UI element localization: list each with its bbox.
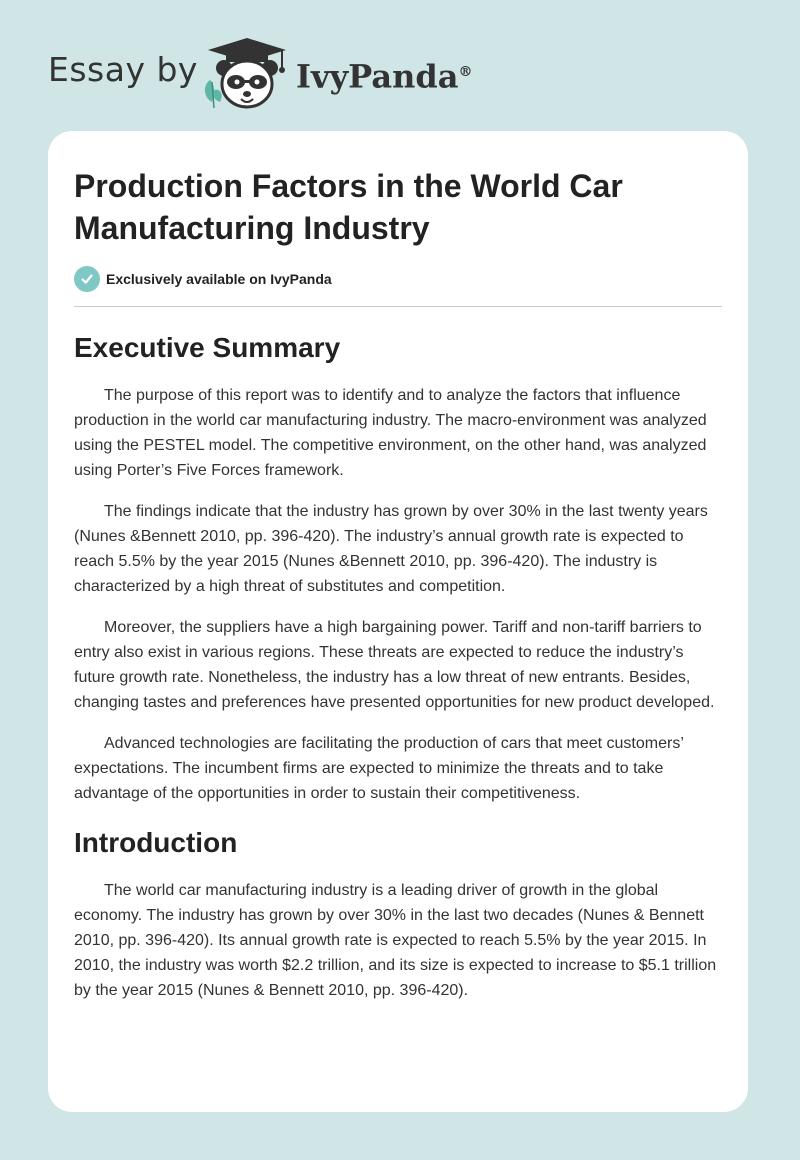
page-title: Production Factors in the World Car Manufacturing Industry — [74, 168, 623, 246]
brand-prefix: Essay by — [48, 50, 198, 89]
paragraph: The purpose of this report was to identify and to analyze the factors that influence production in the world car manufacturing industry. The macro-environment was analyzed using the PESTEL model. The competitive environment, on the other hand, was analyzed using Porter’s Five Forces framework. — [74, 387, 707, 479]
paragraph: The findings indicate that the industry has grown by over 30% in the last twenty years (Nunes &Bennett 2010, pp. 396-420). The industry’s annual growth rate is expected to reach 5.5% by the year 2015 (Nunes &Bennett 2010, pp. 396-420). The industry is characterized by a high threat of substitutes and competition. — [74, 503, 708, 595]
registered-mark: ® — [458, 64, 473, 80]
site-header — [0, 0, 800, 120]
paragraph: The world car manufacturing industry is a leading driver of growth in the global economy. The industry has grown by over 30% in the last two decades (Nunes & Bennett 2010, pp. 396-420). Its annual growth rate is expected to reach 5.5% by the year 2015. In 2010, the industry was worth $2.2 trillion, and its size is expected to increase to $5.1 trillion by the year 2015 (Nunes & Bennett 2010, pp. 396-420). — [74, 882, 717, 999]
section-heading: Introduction — [74, 827, 238, 858]
brand-name[interactable] — [296, 52, 472, 97]
exclusive-label: Exclusively available on IvyPanda — [106, 271, 332, 287]
paragraph: Moreover, the suppliers have a high bargaining power. Tariff and non-tariff barriers to entry also exist in various regions. These threats are expected to reduce the industry’s future growth rate. Nonetheless, the industry has a low threat of new entrants. Besides, changing tastes and preferences have presented opportunities for new product developed. — [74, 619, 715, 711]
section-introduction — [74, 826, 722, 1003]
section-heading: Executive Summary — [74, 332, 341, 363]
title-divider — [74, 306, 722, 307]
exclusive-badge — [74, 265, 722, 293]
essay-card — [48, 131, 748, 1112]
check-icon — [74, 266, 100, 292]
brand-name-text: IvyPanda — [296, 57, 459, 96]
paragraph: Advanced technologies are facilitating the production of cars that meet customers’ expectations. The incumbent firms are expected to minimize the threats and to take advantage of the opportunities in order to sustain their competitiveness. — [74, 735, 684, 802]
section-executive-summary — [74, 331, 722, 806]
panda-graduate-logo-icon[interactable] — [200, 36, 294, 110]
